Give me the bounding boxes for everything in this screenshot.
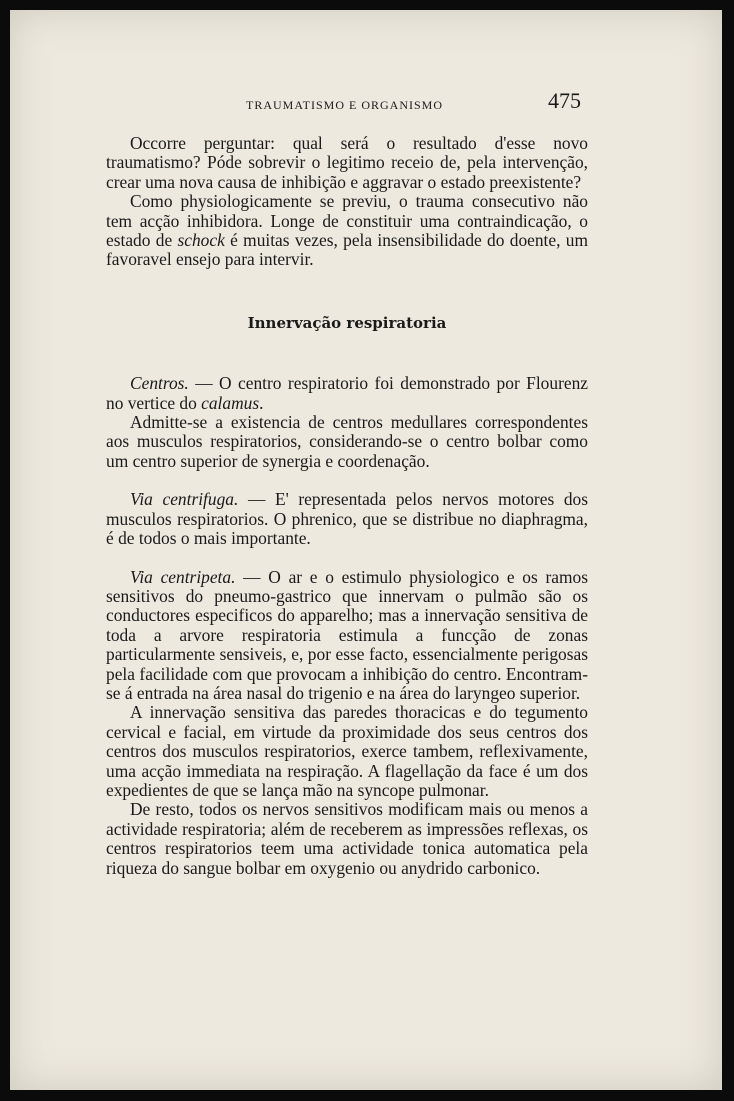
paragraph-resto: De resto, todos os nervos sensitivos modificam mais ou menos a actividade respiratoria; além de receberem as impressões reflexas, os centros respiratorios teem uma actividade tonica automatica pela riqueza do sangue bolbar em oxygenio ou anydrido carbonico. [106,799,588,878]
page-number: 475 [548,88,581,113]
term-via-centripeta: Via centripeta. [130,566,236,587]
running-title: TRAUMATISMO E ORGANISMO [246,98,444,112]
page-body [106,134,588,878]
paragraph-via-centripeta [106,568,588,704]
paragraph-como-after: é muitas vezes, pela insensibilidade do doente, um favoravel ensejo para intervir. [106,230,588,270]
paragraph-innervacao: A innervação sensitiva das paredes thoracicas e do tegumento cervical e facial, em virtude da proximidade dos seus centros dos centros dos musculos respiratorios, exerce tambem, reflexivamente, uma acção immediata na respiração. A flagellação da face é um dos expedientes de que se lança mão na syncope pulmonar. [106,702,588,800]
paragraph-centros-text: — O centro respiratorio foi demonstrado por Flourenz no vertice do [106,373,588,413]
paragraph-como-before: Como physiologicamente se previu, o trauma consecutivo não tem acção inhibidora. Longe de constituir uma contraindicação, o estado de [106,191,588,251]
paragraph-centros [106,374,588,413]
term-calamus: calamus [201,392,260,413]
paragraph-via-centrifuga [106,490,588,548]
paragraph-admitte: Admitte-se a existencia de centros medullares correspondentes aos musculos respiratorios, considerando-se o centro bolbar como um centro superior de synergia e coordenação. [106,412,588,471]
spacer [106,549,588,568]
paragraph-via-centrifuga-text: — E' representada pelos nervos motores dos musculos respiratorios. O phrenico, que se distribue no diaphragma, é de todos o mais importante. [106,489,588,549]
term-via-centrifuga: Via centrifuga. [130,489,239,510]
page-header [10,86,722,116]
spacer [106,471,588,490]
term-centros: Centros. [130,373,189,394]
term-schock: schock [177,230,225,251]
paragraph-occorre: Occorre perguntar: qual será o resultado d'esse novo traumatismo? Póde sobrevir o legitimo receio de, pela intervenção, crear uma nova causa de inhibição e aggravar o estado preexistente? [106,133,588,192]
section-title: Innervação respiratoria [247,313,447,332]
book-page [10,10,722,1090]
paragraph-via-centripeta-text: — O ar e o estimulo physiologico e os ramos sensitivos do pneumo-gastrico que innervam o pulmão são os conductores especificos do apparelho; mas a innervação sensitiva de toda a arvore respiratoria estimula a funcção de zonas particularmente sensiveis, e, por esse facto, essencialmente perigosas pela facilidade com que provocam a inhibição do centro. Encontram-se á entrada na área nasal do trigenio e na área do laryngeo superior. [106,566,588,703]
paragraph-centros-end: . [259,392,264,413]
paragraph-como [106,192,588,270]
